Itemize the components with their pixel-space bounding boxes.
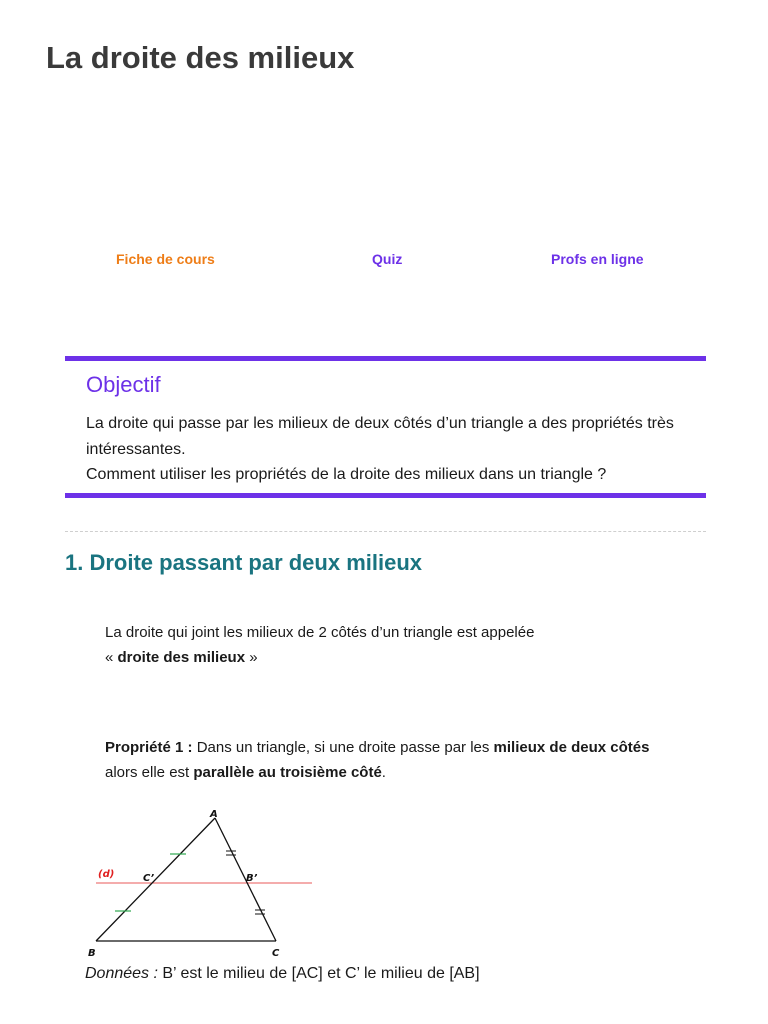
- tab-profs-en-ligne[interactable]: Profs en ligne: [551, 251, 644, 267]
- tab-fiche-de-cours[interactable]: Fiche de cours: [116, 251, 215, 267]
- tab-quiz[interactable]: Quiz: [372, 251, 403, 267]
- givens-body: B’ est le milieu de [AC] et C’ le milieu de [AB]: [157, 965, 480, 982]
- property-bold-b: parallèle au troisième côté: [193, 763, 382, 781]
- vertex-b-label: B: [88, 948, 96, 959]
- triangle-figure: [86, 806, 318, 962]
- definition-text: La droite qui joint les milieux de 2 côtés d’un triangle est appelée: [105, 624, 535, 641]
- property-paragraph: [105, 736, 665, 785]
- objective-line-2: Comment utiliser les propriétés de la droite des milieux dans un triangle ?: [86, 466, 607, 483]
- label-d: (d): [98, 869, 115, 880]
- property-text-a: Dans un triangle, si une droite passe par les: [192, 739, 494, 756]
- page-title: La droite des milieux: [46, 40, 355, 75]
- definition-paragraph: [105, 621, 665, 670]
- vertex-a-label: A: [210, 809, 218, 820]
- property-label: Propriété 1 :: [105, 739, 193, 756]
- vertex-c-label: C: [272, 948, 280, 959]
- property-text-c: .: [381, 763, 386, 781]
- section-divider: [65, 531, 706, 532]
- midpoint-b-label: B’: [246, 873, 258, 884]
- objective-text: [86, 411, 696, 488]
- definition-open-quote: «: [105, 648, 118, 666]
- objective-box: [65, 356, 706, 498]
- section-title: 1. Droite passant par deux milieux: [65, 550, 423, 575]
- objective-title: Objectif: [86, 372, 161, 397]
- givens-label: Données :: [85, 965, 158, 982]
- property-text-b: alors elle est: [105, 763, 194, 781]
- definition-term: droite des milieux: [117, 648, 246, 666]
- objective-line-1: La droite qui passe par les milieux de deux côtés d’un triangle a des propriétés très intéressantes.: [86, 415, 674, 458]
- givens-text: [85, 965, 480, 983]
- definition-close-quote: »: [245, 648, 258, 666]
- property-bold-a: milieux de deux côtés: [493, 739, 650, 756]
- midpoint-c-label: C’: [143, 873, 155, 884]
